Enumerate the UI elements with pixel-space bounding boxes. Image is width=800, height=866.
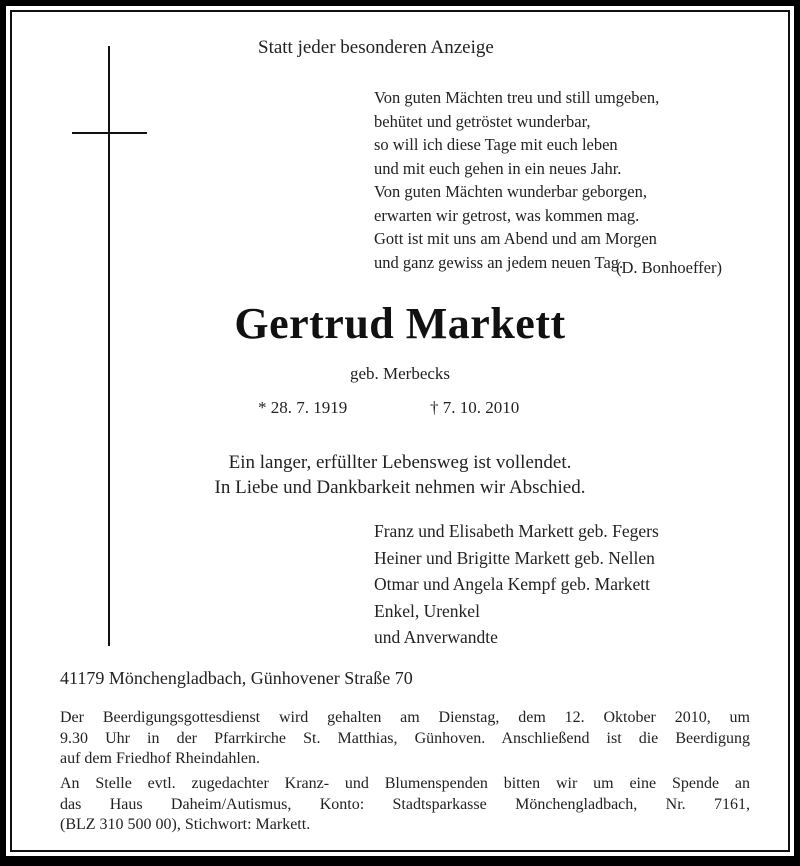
funeral-info-line: auf dem Friedhof Rheindahlen. (60, 750, 260, 767)
poem-line: behütet und getröstet wunderbar, (374, 111, 591, 131)
poem-line: so will ich diese Tage mit euch leben (374, 135, 618, 154)
donation-info (60, 774, 750, 836)
mourner: und Anverwandte (374, 627, 498, 647)
mourner: Otmar und Angela Kempf geb. Markett (374, 574, 651, 594)
poem-line: Gott ist mit uns am Abend und am Morgen (374, 229, 657, 248)
address: 41179 Mönchengladbach, Günhovener Straße 70 (60, 668, 413, 688)
funeral-info (60, 708, 750, 770)
deceased-born-name: geb. Merbecks (349, 364, 451, 383)
funeral-info-line: Der Beerdigungsgottesdienst wird gehalten am Dienstag, dem 12. Oktober 2010, um (60, 709, 750, 726)
mourners-list (374, 518, 659, 651)
motto-line: Ein langer, erfüllter Lebensweg ist vollendet. (228, 452, 572, 473)
poem-line: Von guten Mächten treu und still umgeben, (374, 88, 660, 107)
poem-line: Von guten Mächten wunderbar geborgen, (374, 182, 647, 201)
donation-info-line: An Stelle evtl. zugedachter Kranz- und Blumenspenden bitten wir um eine Spende an (60, 775, 750, 792)
mourner: Enkel, Urenkel (374, 600, 480, 621)
notice-heading: Statt jeder besonderen Anzeige (258, 37, 494, 58)
mourner: Heiner und Brigitte Markett geb. Nellen (374, 547, 655, 568)
poem-line: erwarten wir getrost, was kommen mag. (374, 205, 640, 225)
cross-horizontal-bar (72, 132, 147, 134)
poem-line: und mit euch gehen in ein neues Jahr. (374, 158, 622, 178)
farewell-motto (0, 450, 800, 500)
deceased-name: Gertrud Markett (234, 299, 566, 348)
poem-line: und ganz gewiss an jedem neuen Tag. (374, 252, 624, 272)
motto-line: In Liebe und Dankbarkeit nehmen wir Abschied. (214, 477, 586, 498)
poem (374, 86, 659, 274)
mourner: Franz und Elisabeth Markett geb. Fegers (374, 521, 659, 541)
poem-author: (D. Bonhoeffer) (616, 258, 722, 277)
donation-info-line: (BLZ 310 500 00), Stichwort: Markett. (60, 816, 311, 833)
donation-info-line: das Haus Daheim/Autismus, Konto: Stadtsparkasse Mönchengladbach, Nr. 7161, (60, 795, 750, 813)
death-date: † 7. 10. 2010 (430, 398, 520, 417)
birth-date: * 28. 7. 1919 (258, 398, 348, 417)
funeral-info-line: 9.30 Uhr in der Pfarrkirche St. Matthias, Günhoven. Anschließend ist die Beerdigung (60, 729, 750, 747)
